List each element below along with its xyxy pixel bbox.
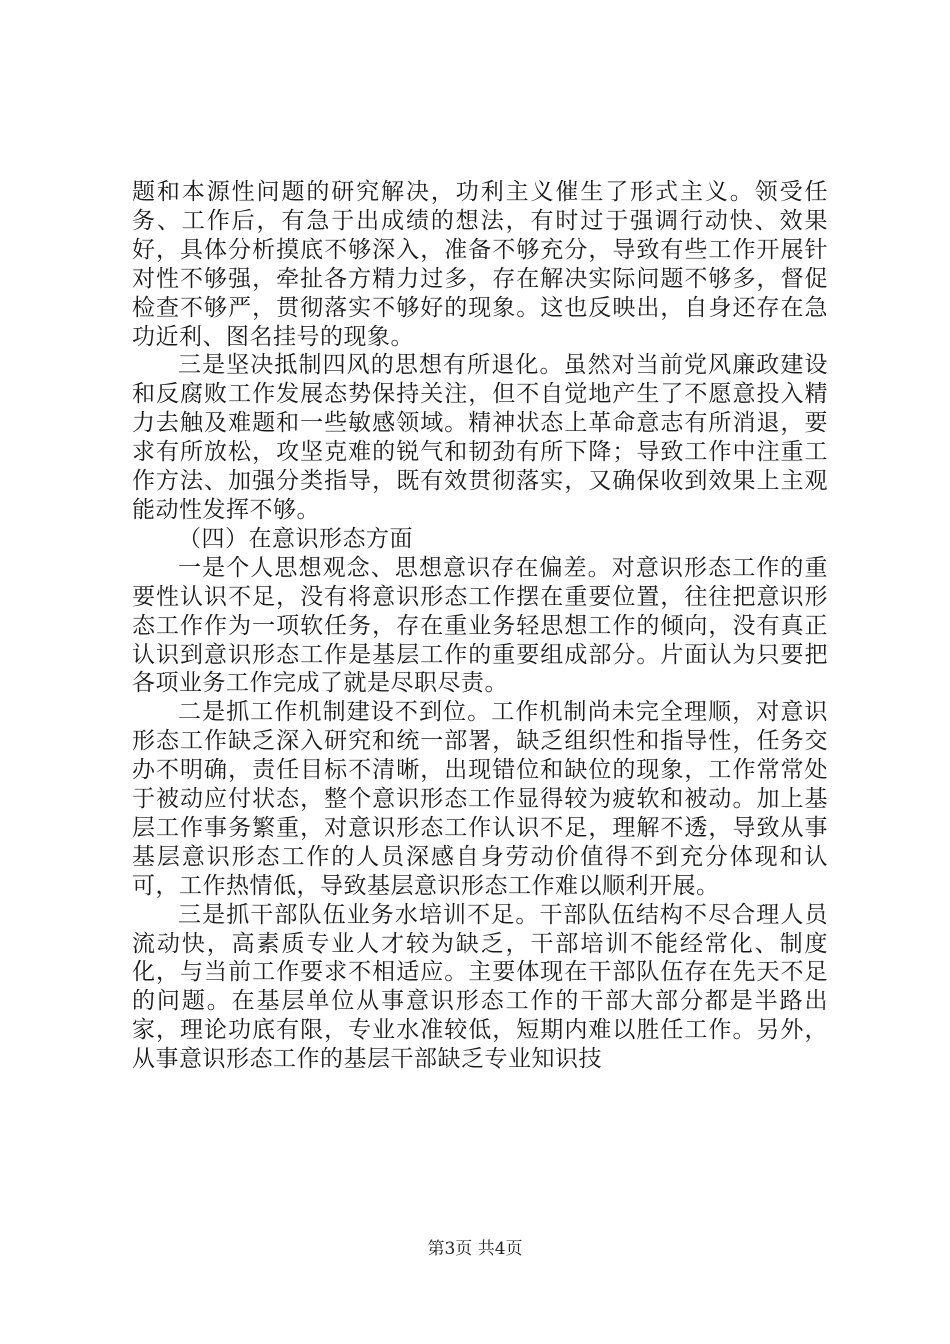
paragraph-thinking-deviation: 一是个人思想观念、思想意识存在偏差。对意识形态工作的重要性认识不足，没有将意识形态工作摆在重要位置，往往把意识形态工作作为一项软任务，存在重业务轻思想工作的倾向，没有真正认识到意识形态工作是基层工作的重要组成部分。片面认为只要把各项业务工作完成了就是尽职尽责。 — [132, 554, 828, 697]
paragraph-work-mechanism: 二是抓工作机制建设不到位。工作机制尚未完全理顺，对意识形态工作缺乏深入研究和统一部署，缺乏组织性和指导性，任务交办不明确，责任目标不清晰，出现错位和缺位的现象，工作常常处于被动应付状态，整个意识形态工作显得较为疲软和被动。加上基层工作事务繁重，对意识形态工作认识不足，理解不透，导致从事基层意识形态工作的人员深感自身劳动价值得不到充分体现和认可，工作热情低，导致基层意识形态工作难以顺利开展。 — [132, 699, 828, 899]
page-number-footer: 第3页 共4页 — [427, 1239, 523, 1259]
paragraph-cadre-training: 三是抓干部队伍业务水培训不足。干部队伍结构不尽合理人员流动快，高素质专业人才较为缺乏，干部培训不能经常化、制度化，与当前工作要求不相适应。主要体现在干部队伍存在先天不足的问题。在基层单位从事意识形态工作的干部大部分都是半路出家，理论功底有限，专业水准较低，短期内难以胜任工作。另外，从事意识形态工作的基层干部缺乏专业知识技 — [132, 901, 828, 1073]
document-body — [132, 178, 828, 1074]
paragraph-continuation: 题和本源性问题的研究解决，功利主义催生了形式主义。领受任务、工作后，有急于出成绩的想法，有时过于强调行动快、效果好，具体分析摸底不够深入，准备不够充分，导致有些工作开展针对性不够强，牵扯各方精力过多，存在解决实际问题不够多，督促检查不够严，贯彻落实不够好的现象。这也反映出，自身还存在急功近利、图名挂号的现象。 — [132, 179, 828, 350]
paragraph-anti-four-winds: 三是坚决抵制四风的思想有所退化。虽然对当前党风廉政建设和反腐败工作发展态势保持关注，但不自觉地产生了不愿意投入精力去触及难题和一些敏感领域。精神状态上革命意志有所消退，要求有所放松，攻坚克难的锐气和韧劲有所下降；导致工作中注重工作方法、加强分类指导，既有效贯彻落实，又确保收到效果上主观能动性发挥不够。 — [132, 352, 828, 523]
section-heading-ideology: （四）在意识形态方面 — [178, 525, 413, 552]
